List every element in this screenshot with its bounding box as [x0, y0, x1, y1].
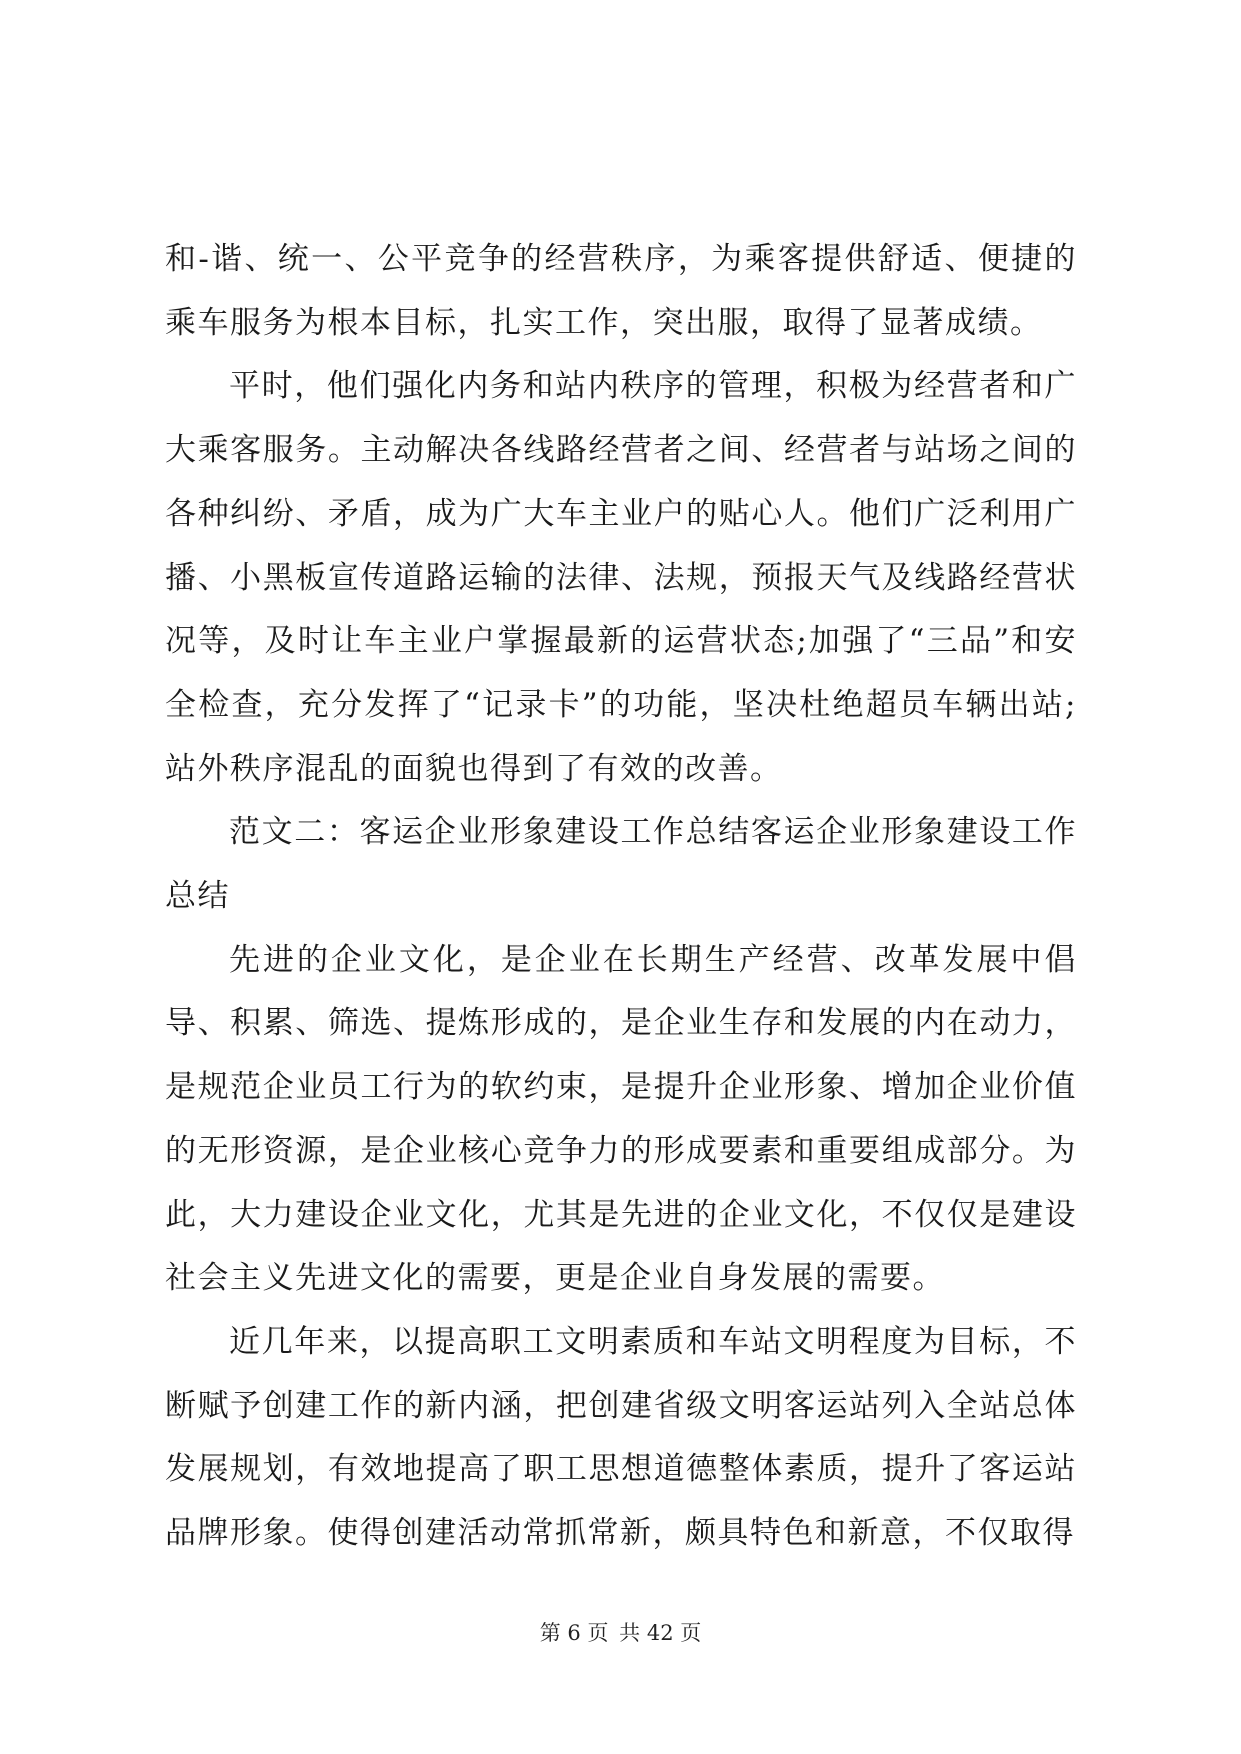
document-body: [165, 228, 1077, 1566]
paragraph-4: 先进的企业文化，是企业在长期生产经营、改革发展中倡导、积累、筛选、提炼形成的，是企业生存和发展的内在动力，是规范企业员工行为的软约束，是提升企业形象、增加企业价值的无形资源，是企业核心竞争力的形成要素和重要组成部分。为此，大力建设企业文化，尤其是先进的企业文化，不仅仅是建设社会主义先进文化的需要，更是企业自身发展的需要。: [165, 941, 1077, 1297]
paragraph-5: 近几年来，以提高职工文明素质和车站文明程度为目标，不断赋予创建工作的新内涵，把创建省级文明客运站列入全站总体发展规划，有效地提高了职工思想道德整体素质，提升了客运站品牌形象。使得创建活动常抓常新，颇具特色和新意，不仅取得: [165, 1323, 1077, 1552]
page-number: 第 6 页: [539, 1621, 609, 1645]
page-total: 共 42 页: [619, 1621, 702, 1645]
paragraph-3-heading: 范文二：客运企业形象建设工作总结客运企业形象建设工作总结: [165, 814, 1077, 915]
paragraph-2: 平时，他们强化内务和站内秩序的管理，积极为经营者和广大乘客服务。主动解决各线路经营者之间、经营者与站场之间的各种纠纷、矛盾，成为广大车主业户的贴心人。他们广泛利用广播、小黑板宣传道路运输的法律、法规，预报天气及线路经营状况等，及时让车主业户掌握最新的运营状态;加强了“三品”和安全检查，充分发挥了“记录卡”的功能，坚决杜绝超员车辆出站;站外秩序混乱的面貌也得到了有效的改善。: [165, 368, 1077, 787]
page-footer: [0, 1618, 1241, 1648]
paragraph-1: 和-谐、统一、公平竞争的经营秩序，为乘客提供舒适、便捷的乘车服务为根本目标，扎实工作，突出服，取得了显著成绩。: [165, 241, 1077, 341]
